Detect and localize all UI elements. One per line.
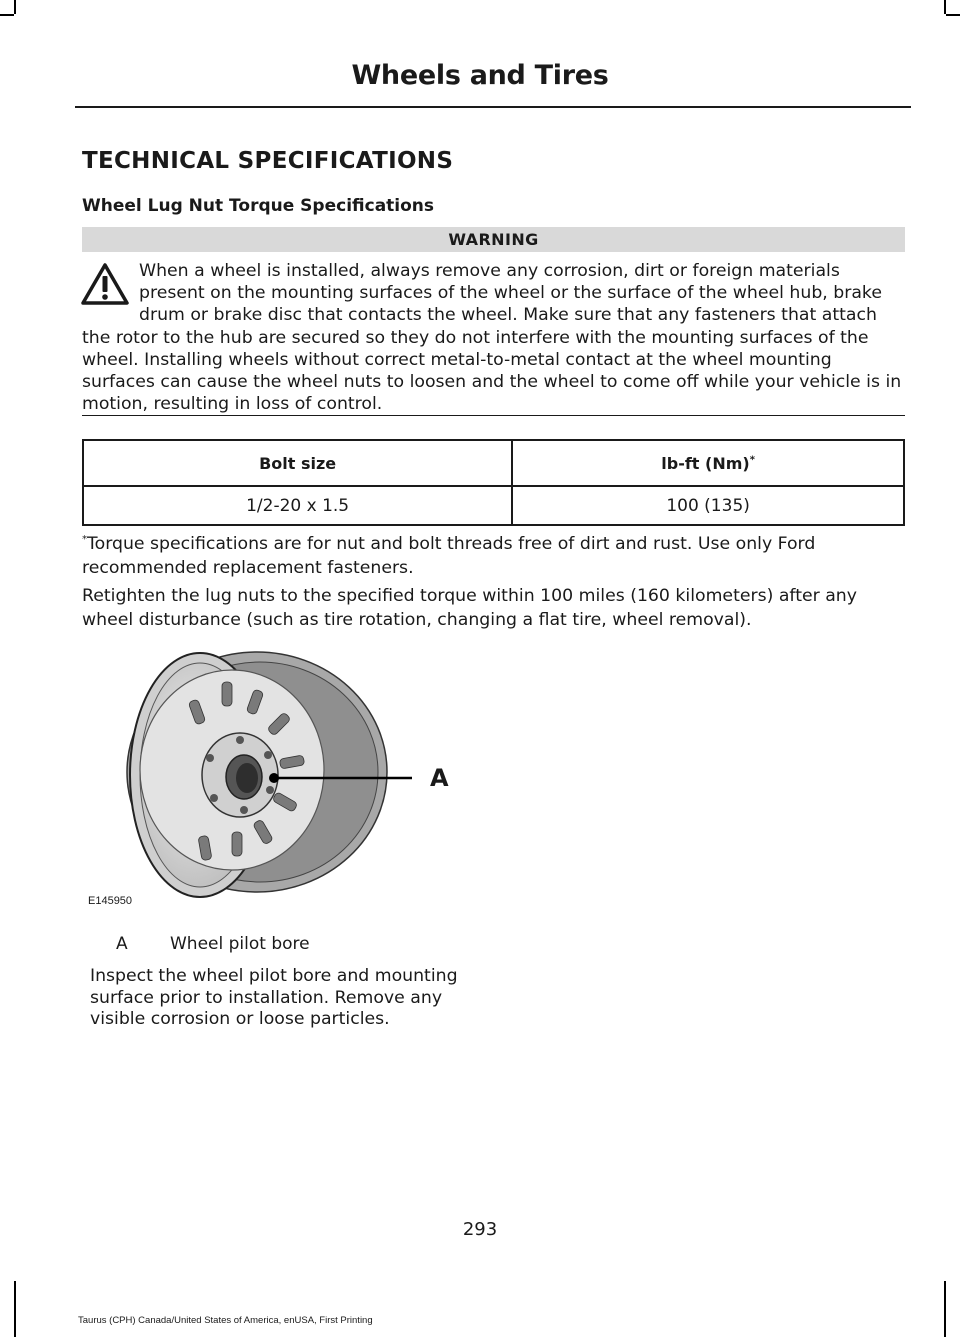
footnote: [82, 528, 912, 580]
inspect-paragraph: Inspect the wheel pilot bore and mounting surface prior to installation. Remove any visible corrosion or loose particles.: [90, 966, 458, 1029]
wheel-illustration: [82, 640, 462, 912]
column-header-torque-label: lb-ft (Nm): [661, 453, 750, 473]
warning-bar: WARNING: [82, 227, 905, 252]
section-title: TECHNICAL SPECIFICATIONS: [82, 148, 454, 174]
page-number: 293: [462, 1219, 498, 1240]
header-rule: [75, 106, 911, 108]
footnote-marker: *: [749, 454, 755, 466]
table-row: [83, 486, 904, 525]
legend-label: Wheel pilot bore: [170, 934, 310, 954]
crop-mark: [946, 14, 960, 16]
column-header-bolt-size: Bolt size: [83, 440, 512, 486]
crop-mark: [944, 1281, 946, 1337]
retighten-paragraph: Retighten the lug nuts to the specified torque within 100 miles (160 kilometers) after any wheel disturbance (such as tire rotation, changing a flat tire, wheel removal).: [82, 586, 857, 630]
footnote-text: Torque specifications are for nut and bolt threads free of dirt and rust. Use only Ford recommended replacement fasteners.: [82, 533, 816, 578]
crop-mark: [0, 14, 14, 16]
footer-text: Taurus (CPH) Canada/United States of America, enUSA, First Printing: [78, 1315, 373, 1326]
subsection-title: Wheel Lug Nut Torque Specifications: [82, 196, 435, 216]
warning-text: [82, 260, 908, 415]
legend-key: A: [116, 934, 128, 954]
crop-mark: [14, 1281, 16, 1337]
cell-torque: 100 (135): [512, 486, 904, 525]
footnote-marker: *: [82, 534, 87, 545]
chapter-title: Wheels and Tires: [351, 60, 609, 91]
cell-bolt-size: 1/2-20 x 1.5: [83, 486, 512, 525]
figure-id: E145950: [88, 895, 133, 907]
crop-mark: [14, 0, 16, 14]
figure-callout-a: A: [430, 764, 449, 792]
warning-text-body: When a wheel is installed, always remove any corrosion, dirt or foreign materials present on the mounting surfaces of the wheel or the surface of the wheel hub, brake drum or brake disc that contacts the wheel. Make sure that any fasteners that attach the rotor to the hub are secured so they do not interfere with the mounting surfaces of the wheel. Installing wheels without correct metal-to-metal contact at the wheel mounting surfaces can cause the wheel nuts to loosen and the wheel to come off while your vehicle is in motion, resulting in loss of control.: [82, 261, 902, 415]
warning-rule: [82, 415, 905, 416]
column-header-torque: [512, 440, 904, 486]
torque-spec-table: [82, 439, 905, 526]
table-header-row: [83, 440, 904, 486]
crop-mark: [944, 0, 946, 14]
